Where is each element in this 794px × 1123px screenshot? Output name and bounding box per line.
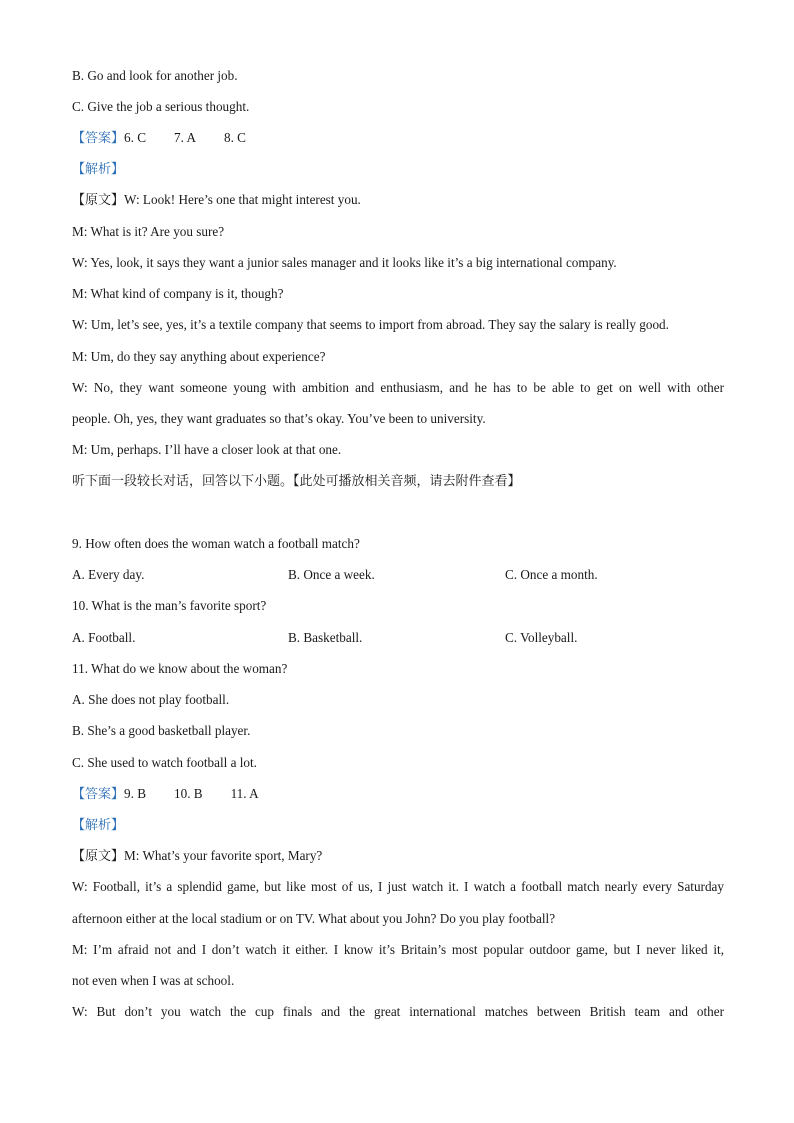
transcript-line: W: Um, let’s see, yes, it’s a textile company that seems to import from abroad. They say the salary is really good. [72, 317, 669, 332]
answer-item: 11. A [230, 786, 259, 801]
question-9: 9. How often does the woman watch a football match? [72, 536, 360, 551]
option-a: A. Every day. [72, 567, 145, 582]
question-11: 11. What do we know about the woman? [72, 661, 288, 676]
transcript-line: M: Um, perhaps. I’ll have a closer look at that one. [72, 442, 342, 457]
question-10: 10. What is the man’s favorite sport? [72, 598, 267, 613]
option-a: A. She does not play football. [72, 692, 230, 707]
option-b: B. Basketball. [288, 630, 363, 645]
option-b: B. Once a week. [288, 567, 375, 582]
listening-instruction: 听下面一段较长对话，回答以下小题。【此处可播放相关音频，请去附件查看】 [72, 474, 521, 489]
transcript-line: W: No, they want someone young with ambition and enthusiasm, and he has to be able to get on well with other [72, 380, 724, 395]
transcript-line: W: Yes, look, it says they want a junior sales manager and it looks like it’s a big international company. [72, 255, 617, 270]
answer-item: 7. A [174, 130, 196, 145]
analysis-line-2 [72, 817, 724, 834]
transcript-tag: 【原文】 [72, 193, 125, 208]
option-b: B. She’s a good basketball player. [72, 723, 251, 738]
transcript-line [72, 192, 724, 209]
transcript-line: M: What is it? Are you sure? [72, 224, 225, 239]
transcript-text: M: What’s your favorite sport, Mary? [124, 848, 323, 863]
option-c: C. Volleyball. [505, 630, 578, 645]
transcript-line: not even when I was at school. [72, 973, 235, 988]
answer-tag: 【答案】 [72, 787, 125, 802]
transcript-line: M: What kind of company is it, though? [72, 286, 284, 301]
option-c: C. Once a month. [505, 567, 598, 582]
analysis-tag: 【解析】 [72, 818, 125, 833]
q8-option-b: B. Go and look for another job. [72, 68, 238, 83]
option-c: C. She used to watch football a lot. [72, 755, 257, 770]
transcript-line: people. Oh, yes, they want graduates so that’s okay. You’ve been to university. [72, 411, 486, 426]
analysis-tag: 【解析】 [72, 162, 125, 177]
transcript-line: afternoon either at the local stadium or on TV. What about you John? Do you play football? [72, 911, 556, 926]
answer-line-1 [72, 130, 724, 147]
answer-line-2 [72, 786, 724, 803]
transcript-line [72, 848, 724, 865]
q8-option-c: C. Give the job a serious thought. [72, 99, 250, 114]
transcript-line: M: Um, do they say anything about experience? [72, 349, 326, 364]
analysis-line-1 [72, 161, 724, 178]
answer-item: 8. C [223, 130, 246, 145]
transcript-line: M: I’m afraid not and I don’t watch it either. I know it’s Britain’s most popular outdoor game, but I never liked it, [72, 942, 724, 957]
answer-item: 9. B [124, 786, 146, 801]
transcript-text: W: Look! Here’s one that might interest you. [124, 192, 361, 207]
answer-item: 10. B [174, 786, 203, 801]
answer-item: 6. C [124, 130, 146, 145]
transcript-tag: 【原文】 [72, 849, 125, 864]
transcript-line: W: But don’t you watch the cup finals and the great international matches between British team and other [72, 1004, 724, 1019]
transcript-line: W: Football, it’s a splendid game, but like most of us, I just watch it. I watch a football match nearly every Saturday [72, 879, 724, 894]
answer-tag: 【答案】 [72, 131, 125, 146]
option-a: A. Football. [72, 630, 136, 645]
